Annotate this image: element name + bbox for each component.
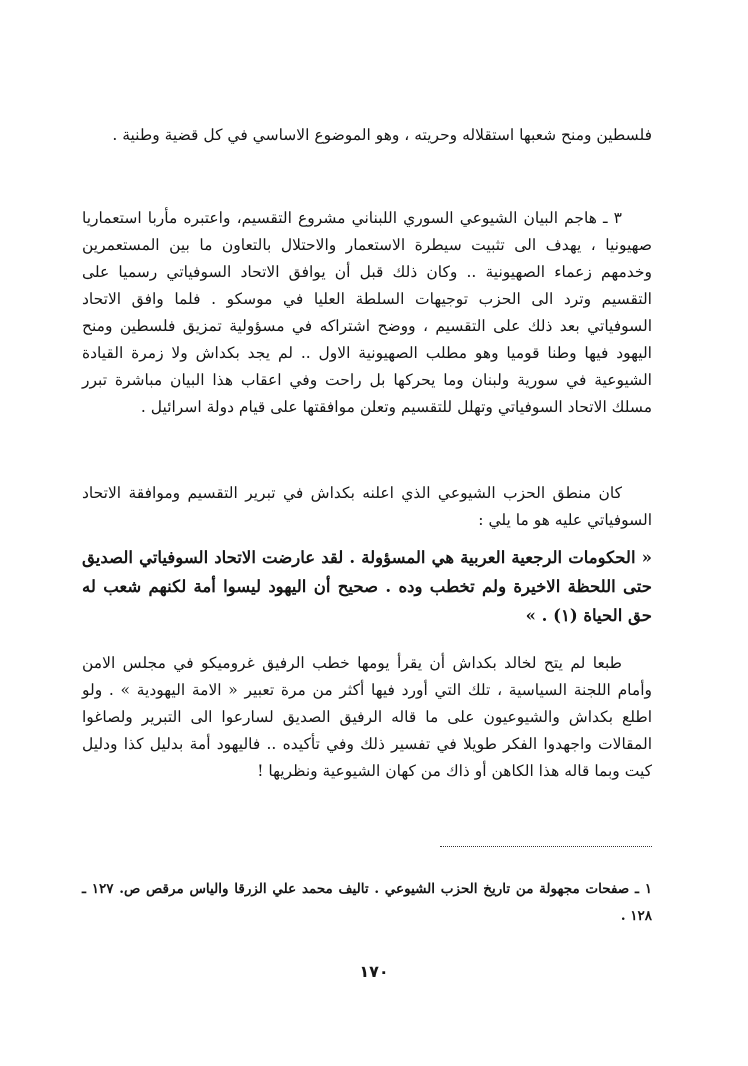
quote-text: « الحكومات الرجعية العربية هي المسؤولة . لقد عارضت الاتحاد السوفياتي الصديق حتى اللحظة الاخيرة ولم تخطب وده . صحيح أن اليهود ليسوا أمة لكنهم شعب له حق الحياة (١) . »	[82, 548, 652, 625]
paragraph-continuation	[82, 122, 652, 149]
footnote-text: ١ ـ صفحات مجهولة من تاريخ الحزب الشيوعي . تاليف محمد علي الزرقا والياس مرقص ص. ١٢٧ ـ ١٢٨ .	[82, 881, 652, 924]
paragraph-text: ٣ ـ هاجم البيان الشيوعي السوري اللبناني مشروع التقسيم، واعتبره مأربا استعماريا صهيونيا ، يهدف الى تثبيت سيطرة الاستعمار والاحتلال بالتعاون ما بين المستعمرين وخدمهم زعماء الصهيونية .. وكان ذلك قبل أن يوافق الاتحاد السوفياتي رسميا على التقسيم وترد الى الحزب توجيهات السلطة العليا في موسكو . فلما وافق الاتحاد السوفياتي بعد ذلك على التقسيم ، ووضح اشتراكه في مسؤولية تمزيق فلسطين ومنح اليهود فيها وطنا قوميا وهو مطلب الصهيونية الاول .. لم يجد بكداش ولا زمرة القيادة الشيوعية في سورية ولبنان وما يحركها بل راحت وفي اعقاب هذا البيان مباشرة تبرر مسلك الاتحاد السوفياتي وتهلل للتقسيم وتعلن موافقتها على قيام دولة اسرائيل .	[82, 209, 652, 416]
page-number: ١٧٠	[359, 962, 389, 981]
paragraph-text: طبعا لم يتح لخالد بكداش أن يقرأ يومها خطب الرفيق غروميكو في مجلس الامن وأمام اللجنة السياسية ، تلك التي أورد فيها أكثر من مرة تعبير « الامة اليهودية » . ولو اطلع بكداش والشيوعيون على ما قاله الرفيق الصديق لسارعوا الى التبرير ولصاغوا المقالات واجهدوا الفكر طويلا في تفسير ذلك وفي تأكيده .. فاليهود أمة بدليل كذا ودليل كيت وبما قاله هذا الكاهن أو ذاك من كهان الشيوعية ونظريها !	[82, 654, 652, 780]
block-quote	[82, 543, 652, 630]
paragraph-party-logic	[82, 480, 652, 534]
footnote	[82, 876, 652, 930]
paragraph-text: فلسطين ومنح شعبها استقلاله وحريته ، وهو الموضوع الاساسي في كل قضية وطنية .	[112, 126, 652, 144]
paragraph-gromyko	[82, 650, 652, 785]
paragraph-text: كان منطق الحزب الشيوعي الذي اعلنه بكداش في تبرير التقسيم وموافقة الاتحاد السوفياتي عليه هو ما يلي :	[82, 484, 652, 529]
paragraph-point-3	[82, 205, 652, 421]
footnote-divider	[440, 846, 652, 847]
